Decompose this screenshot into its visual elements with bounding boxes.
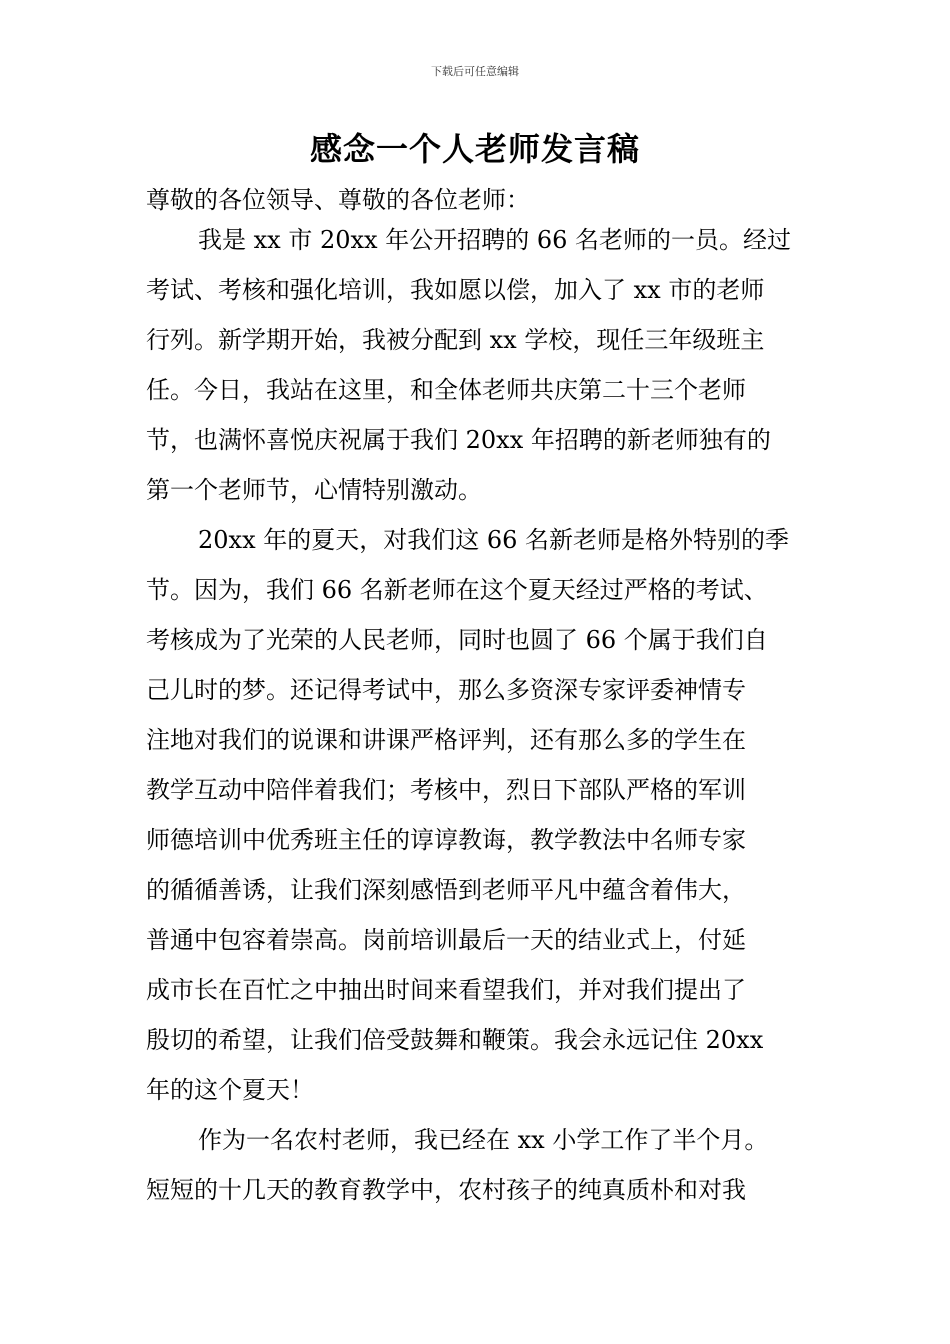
paragraph-line: 师德培训中优秀班主任的谆谆教诲，教学教法中名师专家 [146, 826, 746, 854]
paragraph-line: 己儿时的梦。还记得考试中，那么多资深专家评委神情专 [146, 676, 746, 704]
paragraph-line: 考试、考核和强化培训，我如愿以偿，加入了 xx 市的老师 [146, 276, 765, 304]
document-body [146, 180, 808, 1220]
paragraph-1 [146, 220, 808, 520]
paragraph-line: 节。因为，我们 66 名新老师在这个夏天经过严格的考试、 [146, 576, 768, 604]
salutation: 尊敬的各位领导、尊敬的各位老师： [146, 186, 530, 214]
header-note: 下载后可任意编辑 [431, 65, 519, 78]
paragraph-line: 任。今日，我站在这里，和全体老师共庆第二十三个老师 [146, 376, 746, 404]
paragraph-line: 普通中包容着崇高。岗前培训最后一天的结业式上，付延 [146, 926, 746, 954]
document-title: 感念一个人老师发言稿 [309, 130, 640, 168]
paragraph-line: 成市长在百忙之中抽出时间来看望我们，并对我们提出了 [146, 976, 746, 1004]
paragraph-line: 20xx 年的夏天，对我们这 66 名新老师是格外特别的季 [198, 526, 790, 554]
paragraph-line: 注地对我们的说课和讲课严格评判，还有那么多的学生在 [146, 726, 746, 754]
paragraph-line: 考核成为了光荣的人民老师，同时也圆了 66 个属于我们自 [146, 626, 768, 654]
paragraph-3 [146, 1120, 808, 1220]
paragraph-line: 我是 xx 市 20xx 年公开招聘的 66 名老师的一员。经过 [198, 226, 791, 254]
paragraph-2 [146, 520, 808, 1120]
paragraph-line: 殷切的希望，让我们倍受鼓舞和鞭策。我会永远记住 20xx [146, 1026, 764, 1054]
paragraph-line: 行列。新学期开始，我被分配到 xx 学校，现任三年级班主 [146, 326, 765, 354]
paragraph-line: 节，也满怀喜悦庆祝属于我们 20xx 年招聘的新老师独有的 [146, 426, 771, 454]
paragraph-line: 作为一名农村老师，我已经在 xx 小学工作了半个月。 [198, 1126, 769, 1154]
paragraph-line: 教学互动中陪伴着我们；考核中，烈日下部队严格的军训 [146, 776, 746, 804]
paragraph-line: 第一个老师节，心情特别激动。 [146, 476, 482, 504]
paragraph-line: 年的这个夏天！ [146, 1076, 314, 1104]
paragraph-line: 的循循善诱，让我们深刻感悟到老师平凡中蕴含着伟大， [146, 876, 746, 904]
paragraph-line: 短短的十几天的教育教学中，农村孩子的纯真质朴和对我 [146, 1176, 746, 1204]
